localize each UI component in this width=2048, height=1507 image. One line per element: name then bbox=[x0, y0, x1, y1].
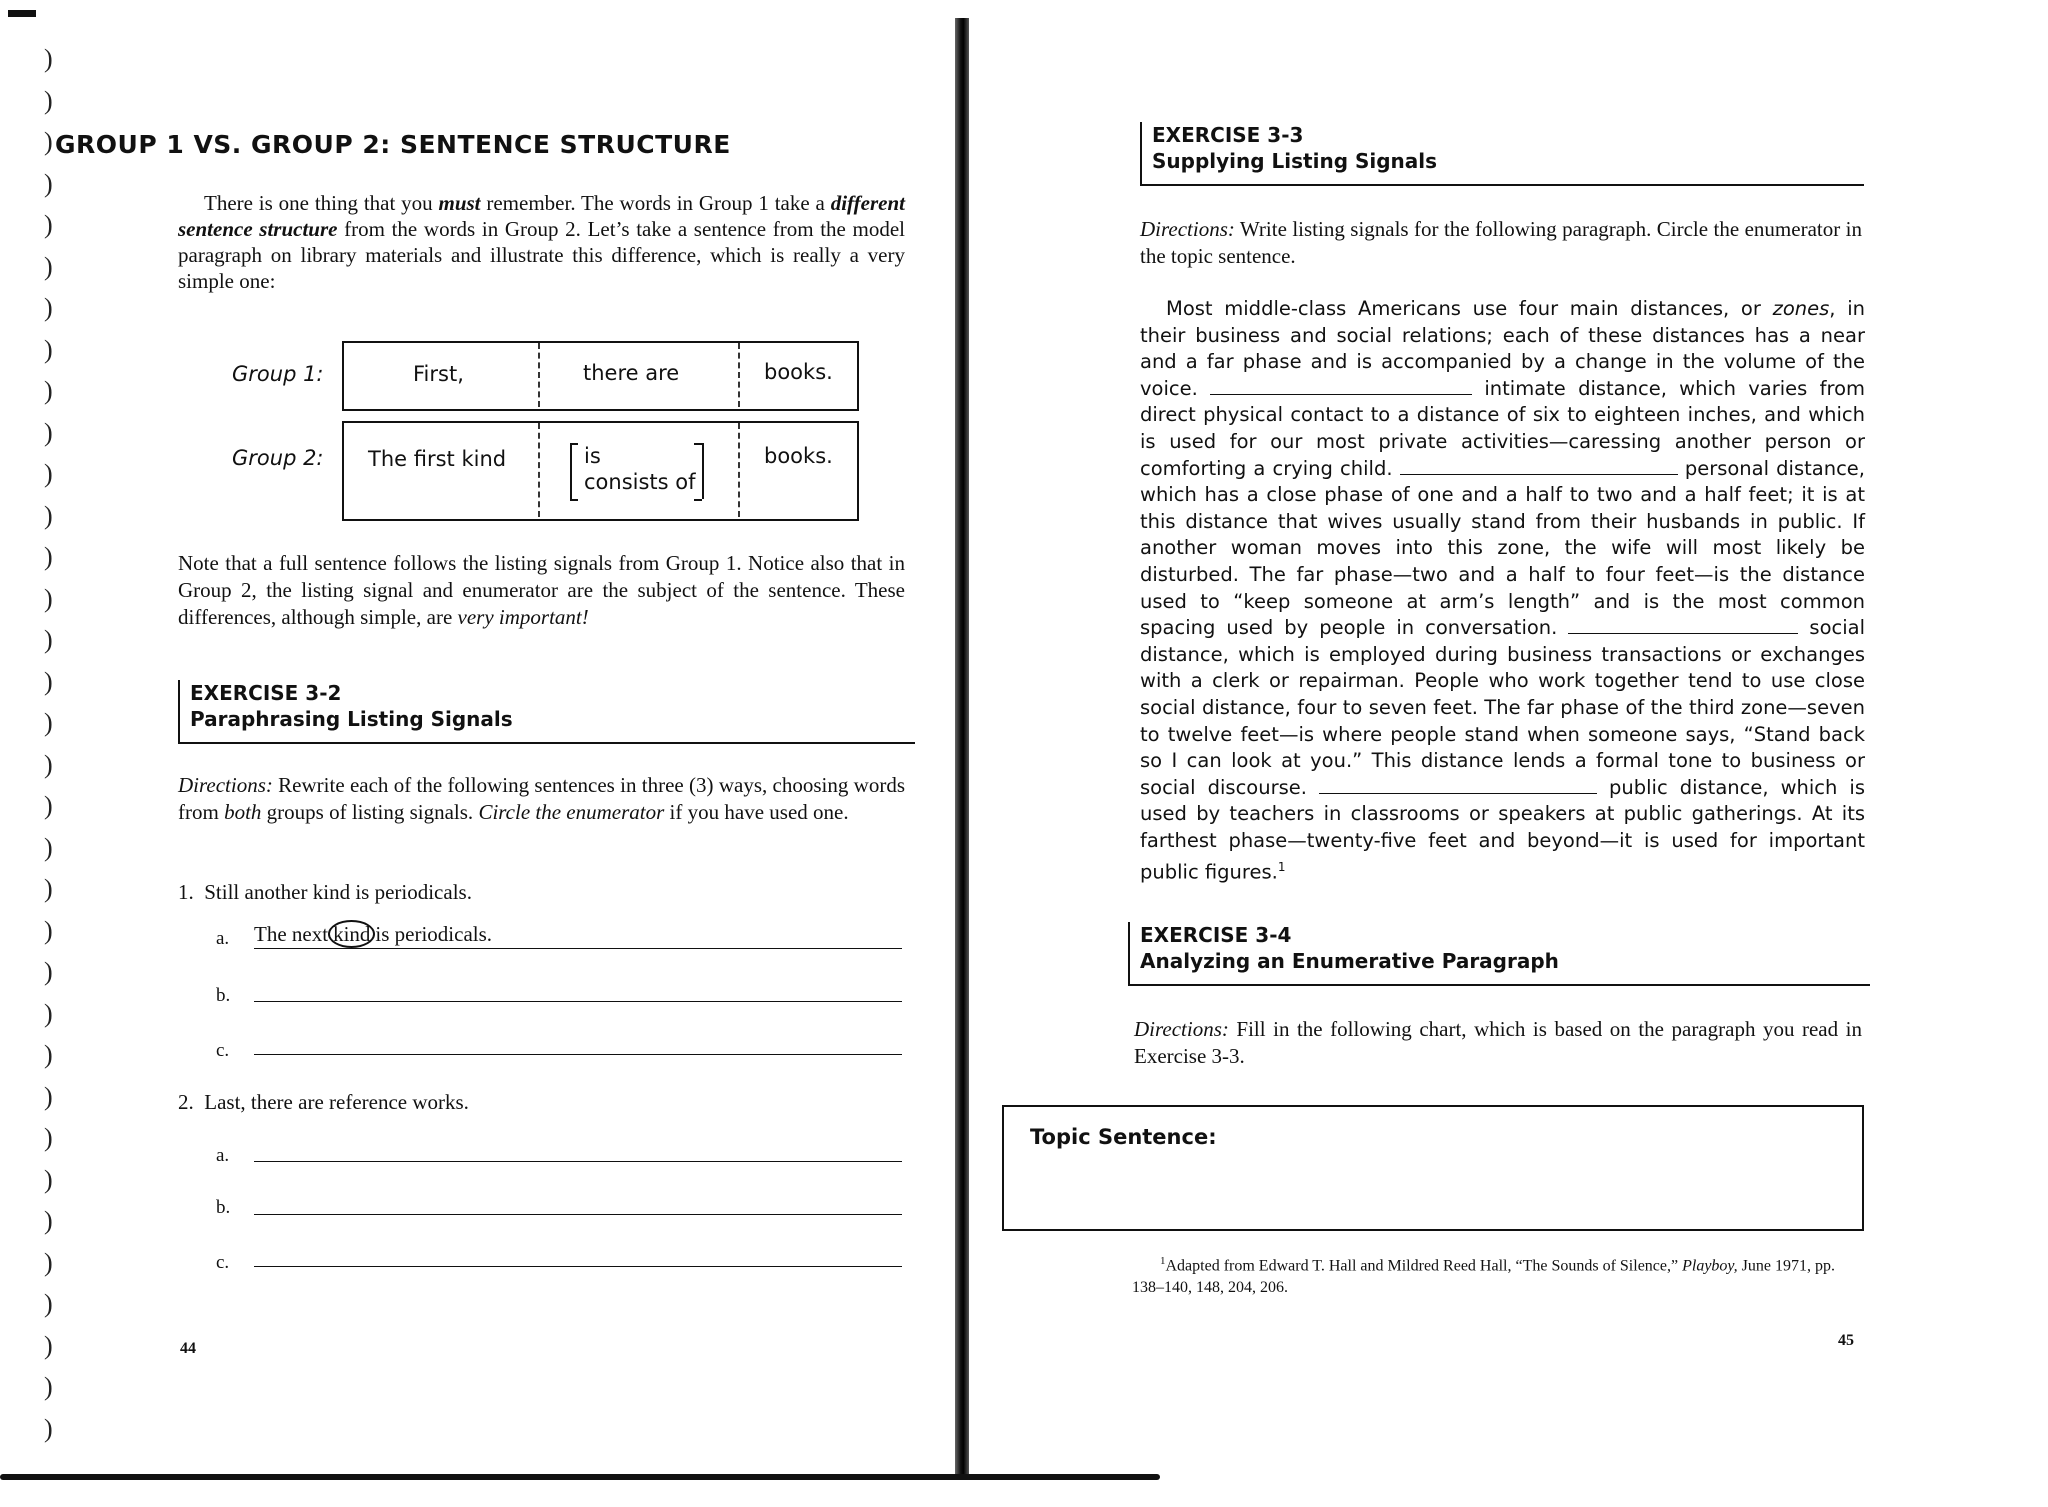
exercise-3-2-header bbox=[178, 680, 915, 744]
binding-mark: ) bbox=[44, 85, 53, 115]
answer-1b-line[interactable] bbox=[254, 1000, 902, 1002]
group1-label: Group 1: bbox=[232, 362, 324, 386]
answer-2c-letter: c. bbox=[216, 1252, 230, 1273]
binding-mark: ) bbox=[44, 44, 53, 73]
binding-mark: ) bbox=[44, 1330, 53, 1360]
item-2: 2. Last, there are reference works. bbox=[178, 1090, 469, 1114]
answer-1a-letter: a. bbox=[216, 928, 230, 949]
item-1: 1. Still another kind is periodicals. bbox=[178, 880, 472, 904]
binding-mark: ) bbox=[44, 1164, 53, 1194]
binding-mark: ) bbox=[44, 583, 53, 613]
binding-mark: ) bbox=[44, 708, 53, 737]
binding-mark: ) bbox=[44, 1372, 53, 1401]
footnote: $^1$Adapted from Edward T. Hall and Mildred Reed Hall, “The Sounds of Silence,” Playboy, June 1971, pp. 138–140, 148, 204, 206. bbox=[1132, 1255, 1835, 1297]
group1-cell-1: First, bbox=[413, 362, 464, 386]
binding-mark: ) bbox=[44, 1081, 53, 1111]
binding-mark: ) bbox=[44, 459, 53, 488]
group1-divider-1 bbox=[538, 343, 540, 407]
directions-3-3: Directions: Write listing signals for the following paragraph. Circle the enumerator in the topic sentence. bbox=[1140, 217, 1862, 268]
exercise-3-3-header bbox=[1140, 122, 1864, 186]
binding-mark: ) bbox=[44, 625, 53, 654]
answer-1b-letter: b. bbox=[216, 985, 231, 1006]
bracket-left-serif bbox=[570, 443, 578, 501]
answer-2a-letter: a. bbox=[216, 1145, 230, 1166]
binding-mark: ) bbox=[44, 957, 53, 986]
scan-mark bbox=[8, 10, 36, 17]
exercise-number: EXERCISE 3-3 bbox=[1152, 123, 1304, 147]
blank-2[interactable] bbox=[1400, 459, 1678, 475]
book-spine bbox=[955, 18, 969, 1478]
group2-cell-2a: is bbox=[584, 444, 601, 468]
group1-cell-3: books. bbox=[764, 360, 833, 384]
binding-mark: ) bbox=[44, 293, 53, 322]
page-number-left: 44 bbox=[180, 1340, 196, 1357]
binding-mark: ) bbox=[44, 1123, 53, 1152]
blank-3[interactable] bbox=[1568, 618, 1798, 634]
group1-cell-2: there are bbox=[583, 361, 680, 385]
exercise-title: Paraphrasing Listing Signals bbox=[190, 707, 513, 731]
topic-sentence-label: Topic Sentence: bbox=[1030, 1125, 1217, 1149]
binding-mark: ) bbox=[44, 874, 53, 903]
binding-mark: ) bbox=[44, 334, 53, 364]
blank-4[interactable] bbox=[1319, 778, 1597, 794]
directions-3-2: Directions: Rewrite each of the following sentences in three (3) ways, choosing words from both groups of listing signals. Circle the enumerator if you have used one. bbox=[178, 773, 905, 824]
binding-mark: ) bbox=[44, 500, 53, 530]
directions-3-4: Directions: Fill in the following chart, which is based on the paragraph you read in Exercise 3-3. bbox=[1134, 1017, 1862, 1068]
group2-label: Group 2: bbox=[232, 446, 324, 470]
binding-mark: ) bbox=[44, 127, 53, 156]
group2-cell-1: The first kind bbox=[368, 447, 507, 471]
binding-mark: ) bbox=[44, 1040, 53, 1069]
binding-mark: ) bbox=[44, 791, 53, 820]
answer-1c-line[interactable] bbox=[254, 1053, 902, 1055]
binding-mark: ) bbox=[44, 666, 53, 696]
binding-mark: ) bbox=[44, 915, 53, 945]
binding-mark: ) bbox=[44, 1413, 53, 1443]
exercise-number: EXERCISE 3-4 bbox=[1140, 923, 1292, 947]
circled-enumerator: kind bbox=[328, 920, 375, 948]
group2-cell-3: books. bbox=[764, 444, 833, 468]
topic-sentence-box[interactable] bbox=[1002, 1105, 1864, 1231]
exercise-title: Analyzing an Enumerative Paragraph bbox=[1140, 949, 1559, 973]
note-paragraph: Note that a full sentence follows the listing signals from Group 1. Notice also that in Group 2, the listing signal and enumerator are the subject of the sentence. These differences, although simple, are very important! bbox=[178, 551, 905, 629]
intro-paragraph: There is one thing that you must remember. The words in Group 1 take a different sentence structure from the words in Group 2. Let’s take a sentence from the model paragraph on library materials and illustrate this difference, which is really a very simple one: bbox=[178, 191, 905, 293]
group1-divider-2 bbox=[738, 343, 740, 407]
binding-mark: ) bbox=[44, 417, 53, 447]
answer-2c-line[interactable] bbox=[254, 1265, 902, 1267]
exercise-number: EXERCISE 3-2 bbox=[190, 681, 342, 705]
zones-paragraph: Most middle-class Americans use four main distances, or zones, in their business and social relations; each of these distances has a near and a far phase and is accompanied by a change in the volume of the voice. intimate distance, which varies from direct physical contact to a distance of six to eighteen inches, and which is used for our most private activities—caressing another person or comforting a crying child. personal distance, which has a close phase of one and a half to two and a half feet; it is at this distance that wives usually stand from their husbands in public. If another woman moves into this zone, the wife will most likely be disturbed. The far phase—two and a half to four feet—is the distance used to “keep someone at arm’s length” and is the most common spacing used by people in conversation. social distance, which is employed during business transactions or exchanges with a clerk or repairman. People who work together tend to use close social distance, four to seven feet. The far phase of the third zone—seven to twelve feet—is where people stand when someone says, “Stand back so I can look at you.” This distance lends a formal tone to business or social discourse. public distance, which is used by teachers in classrooms or speakers at public gatherings. At its farthest phase—twenty-five feet and beyond—it is used for important public figures.$^1$ bbox=[1140, 297, 1866, 884]
binding-mark: ) bbox=[44, 376, 53, 405]
binding-mark: ) bbox=[44, 998, 53, 1028]
answer-1c-letter: c. bbox=[216, 1040, 230, 1061]
answer-1a-text: The next kind is periodicals. bbox=[254, 922, 493, 946]
binding-mark: ) bbox=[44, 1247, 53, 1277]
section-heading: GROUP 1 VS. GROUP 2: SENTENCE STRUCTURE bbox=[55, 130, 731, 159]
binding-mark: ) bbox=[44, 1206, 53, 1235]
exercise-title: Supplying Listing Signals bbox=[1152, 149, 1438, 173]
group2-cell-2b: consists of bbox=[584, 470, 696, 494]
blank-1[interactable] bbox=[1210, 379, 1472, 395]
answer-2a-line[interactable] bbox=[254, 1160, 902, 1162]
answer-1a-line[interactable] bbox=[254, 947, 902, 949]
binding-mark: ) bbox=[44, 168, 53, 198]
binding-mark: ) bbox=[44, 749, 53, 779]
answer-2b-line[interactable] bbox=[254, 1213, 902, 1215]
page-edge bbox=[0, 1474, 1160, 1480]
exercise-3-4-header bbox=[1128, 922, 1870, 986]
binding-mark: ) bbox=[44, 542, 53, 571]
page-number-right: 45 bbox=[1838, 1332, 1854, 1349]
group2-divider-2 bbox=[738, 423, 740, 517]
group2-divider-1 bbox=[538, 423, 540, 517]
binding-mark: ) bbox=[44, 832, 53, 862]
binding-mark: ) bbox=[44, 1289, 53, 1318]
answer-2b-letter: b. bbox=[216, 1197, 231, 1218]
binding-mark: ) bbox=[44, 210, 53, 239]
binding-mark: ) bbox=[44, 251, 53, 281]
